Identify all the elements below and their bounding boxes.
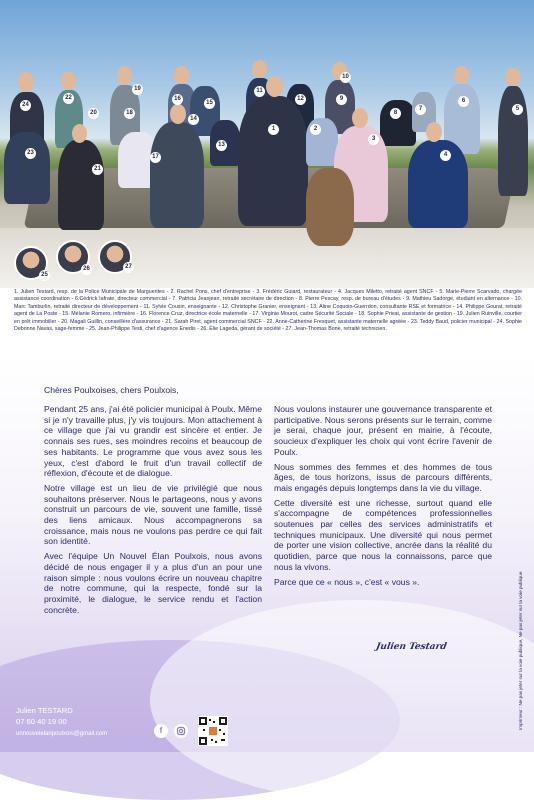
printer-mention: Imprimeur : Ne pas jeter sur la voie publique, Ne pas jeter sur la voie publique.	[518, 570, 523, 730]
person-head	[505, 68, 520, 86]
number-badge: 6	[458, 96, 469, 107]
number-badge: 24	[20, 100, 31, 111]
qr-code-pattern	[199, 717, 227, 745]
person-head	[266, 76, 283, 97]
number-badge: 20	[88, 108, 99, 119]
number-badge: 4	[440, 150, 451, 161]
person-head	[352, 108, 368, 128]
number-badge: 21	[92, 164, 103, 175]
number-badge: 16	[172, 94, 183, 105]
number-badge: 13	[216, 140, 227, 151]
letter-left-column	[44, 404, 262, 619]
qr-code[interactable]	[198, 716, 228, 746]
letter-paragraph: Avec l'équipe Un Nouvel Élan Poulxois, nous avons décidé de nous engager il y a plus d'un an pour une raison simple : nous voulons écrire un nouveau chapitre de notre commune, qui la respecte, fondé sur la proximité, le dialogue, le service rendu et l'action concrète.	[44, 551, 262, 615]
letter-greeting: Chères Poulxoises, chers Poulxois,	[44, 385, 179, 395]
team-photo	[0, 0, 534, 288]
number-badge: 1	[268, 124, 279, 135]
number-badge: 2	[310, 124, 321, 135]
number-badge: 26	[81, 264, 92, 275]
instagram-glyph	[174, 724, 188, 738]
number-badge: 17	[150, 152, 161, 163]
letter-paragraph: Notre village est un lieu de vie privilégié que nous souhaitons préserver. Nous le partageons, nous y avons construit un parcours de vie, souvent une famille, tissé des liens amicaux. Nous accompagnerons sa croissance, mais nous ne voulons pas perdre ce qui fait son identité.	[44, 482, 262, 547]
letter-paragraph: Cette diversité est une richesse, surtout quand elle s'accompagne de compétences professionnelles soutenues par celles des services administratifs et techniques municipaux. Une diversité qui nous permet de porter une vision collective, ancrée dans la réalité du quotidien, parce que nous la connaissons, parce que nous la vivons.	[274, 497, 492, 572]
signature: Julien Testard	[375, 642, 448, 652]
person-head	[117, 66, 132, 85]
facebook-icon[interactable]: f	[154, 724, 168, 738]
number-badge: 3	[368, 134, 379, 145]
letter-paragraph: Parce que ce « nous », c'est « vous ».	[274, 576, 420, 587]
number-badge: 7	[415, 104, 426, 115]
person-head	[61, 72, 76, 90]
person-8	[380, 100, 416, 146]
contact-phone: 07 60 40 19 00	[16, 717, 67, 726]
person-13	[150, 122, 204, 228]
number-badge: 23	[25, 148, 36, 159]
person-21	[58, 140, 104, 230]
person-4	[408, 140, 468, 228]
number-badge: 19	[132, 84, 143, 95]
team-caption: 1. Julien Testard, resp. de la Police Municipale de Marguerites - 2. Rachel Pons, chef d'entreprise - 3. Frédéric Guiard, restaurateur - 4. Jacques Miletto, retraité agent SNCF - 5. Marie-Pierre Scarvado, chargée assistance coordination - 6.Cédrick Iafrate, directeur commercial - 7. Patricia Jeanjean, retraité secrétaire de direction - 8. Pierre Pescay, resp. de bureau d'études - 9. Mathieu Sadorge, étudiant en alternance - 10. Marc Tamburlin, retraité directeur de développement - 11. Sylvie Cousin, enseignante - 12. Christophe Granier, enseignant - 13. Aline Coquoin-Guerrdon, consultante RSE et formatrice - 14. Philippe Gourat, retraité agent de La Poste - 15. Mélanie Romero, infirmière - 16. Florence Cruz, directrice école maternelle - 17. Virginie Mourot, cadre Sécurité Sociale - 18. Sophie Privat, assistante de gestion - 19. Julien Ruinville, courtier en prêt immobilier - 20. Magali Guillin, conseillère d'assurance - 21. Sarah Piret, agent commercial SNCF - 22. Anne-Catherine Fresquet, assistante maternelle agréée - 23. Teddy Baud, policier municipal - 24. Sophie Debonne Navas, sage-femme - 25. Jean-Philippe Testi, chef d'agence Enedis - 26. Élie Lageda, gérant de société - 27. Jean-Thomas Bone, retraité technicien.	[14, 289, 522, 333]
letter-paragraph: Nous sommes des femmes et des hommes de tous âges, de tous horizons, issus de parcours différents, mais engagés depuis longtemps dans la vie du village.	[274, 461, 492, 493]
dog	[306, 168, 354, 246]
number-badge: 14	[188, 114, 199, 125]
contact-email[interactable]: unnouvelelanpoulxois@gmail.com	[16, 731, 108, 737]
person-head	[454, 66, 469, 84]
number-badge: 12	[295, 94, 306, 105]
person-head	[252, 60, 267, 78]
instagram-icon[interactable]	[174, 724, 188, 738]
number-badge: 10	[340, 72, 351, 83]
person-head	[426, 122, 442, 142]
number-badge: 9	[336, 94, 347, 105]
person-23	[4, 132, 50, 204]
number-badge: 5	[512, 104, 523, 115]
number-badge: 8	[390, 108, 401, 119]
contact-name: Julien TESTARD	[16, 706, 73, 715]
number-badge: 27	[123, 262, 134, 273]
person-1	[238, 96, 308, 226]
letter-paragraph: Nous voulons instaurer une gouvernance transparente et participative. Nous serons présents sur le terrain, comme je serai, chaque jour, présent en mairie, à l'écoute, soucieux d'expliquer les choix qui vont écrire l'avenir de Poulx.	[274, 404, 492, 457]
person-head	[18, 72, 34, 92]
person-head	[72, 124, 87, 143]
person-head	[174, 66, 189, 84]
number-badge: 25	[39, 270, 50, 281]
number-badge: 11	[254, 86, 265, 97]
person-head	[170, 104, 186, 124]
letter-paragraph: Pendant 25 ans, j'ai été policier municipal à Poulx. Même si je n'y travaille plus, j'y vis toujours. Mon attachement à ce village que j'ai vu grandir est sincère et entier. Je connais ses rues, ses moindres recoins et beaucoup de ses habitants. Le programme que vous avez sous les yeux, c'est d'abord le fruit d'un travail collectif de réflexion, d'écoute et de dialogue.	[44, 404, 262, 479]
letter-right-column	[274, 404, 492, 591]
number-badge: 22	[63, 93, 74, 104]
person-5	[498, 86, 528, 196]
number-badge: 15	[204, 98, 215, 109]
number-badge: 18	[124, 108, 135, 119]
